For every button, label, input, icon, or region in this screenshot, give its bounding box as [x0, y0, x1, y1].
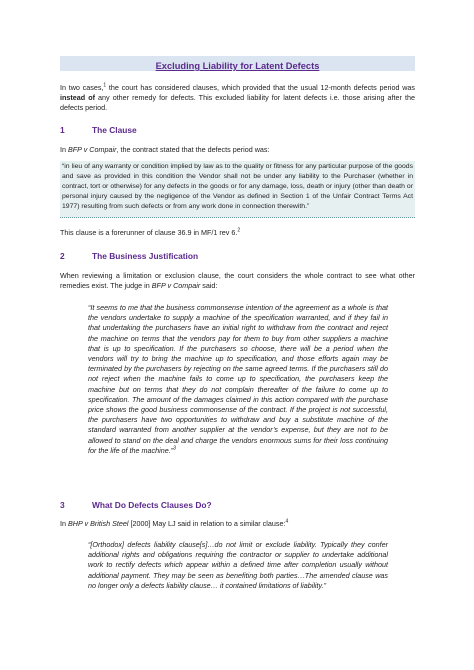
section-2-heading	[60, 251, 198, 261]
clause-quote-box	[60, 161, 415, 218]
intro-paragraph	[60, 83, 415, 114]
section-1-title: The Clause	[92, 125, 137, 135]
section-3-title: What Do Defects Clauses Do?	[92, 500, 212, 510]
intro-text-2: the court has considered clauses, which provided that the usual 12-month defects period was	[106, 83, 415, 92]
section-3-lead-pre: In	[60, 519, 68, 528]
note-text: This clause is a forerunner of clause 36.9 in MF/1 rev 6.	[60, 228, 238, 237]
footnote-marker-1: 1	[103, 82, 107, 89]
intro-bold: instead of	[60, 93, 95, 103]
section-1-heading	[60, 125, 137, 135]
intro-text-3: any other remedy for defects. This excluded liability for latent defects i.e. those arising after the defects period.	[60, 93, 415, 113]
title-bar	[60, 56, 415, 71]
section-1-number: 1	[60, 125, 65, 135]
section-1-lead	[60, 145, 415, 155]
footnote-marker-2: 2	[237, 227, 241, 234]
judgment-quote	[88, 303, 388, 456]
footnote-marker-4: 4	[285, 518, 289, 525]
clause-quote-text: “in lieu of any warranty or condition implied by law as to the quality or fitness for any particular purpose of the goods and save as provided in this condition the Vendor shall not be under any liability to the Purchaser (whether in contract, tort or otherwise) for any defects in the goods or for any damage, loss, death or injury (other than death or personal injury caused by the negligence of the Vendor as defined in Section 1 of the Unfair Contract Terms Act 1977) resulting from such defects or from any work done in connection therewith.”	[62, 163, 413, 211]
section-2-lead	[60, 271, 415, 291]
footnote-marker-3: 3	[173, 445, 176, 452]
section-1-lead-post: , the contract stated that the defects period was:	[116, 145, 270, 154]
section-2-lead-post: said:	[200, 281, 218, 291]
section-3-lead	[60, 519, 415, 529]
case-name: BFP v Compair	[151, 281, 201, 291]
intro-text-1: In two cases,	[60, 83, 104, 92]
section-2-lead-text: When reviewing a limitation or exclusion clause, the court considers the whole contract to see what other remedies exist. The judge in	[60, 271, 415, 291]
section-3-lead-post: [2000] May LJ said in relation to a similar clause:	[128, 519, 286, 528]
may-lj-quote: “[Orthodox] defects liability clause[s]…do not limit or exclude liability. Typically they confer additional rights and obligations requiring the contractor or supplier to undertake additional work to rectify defects which appear within a defined time after completion usually without additional payment. They may be seen as benefiting both parties…The amended clause was no longer only a defects liability clause… it contained limitations of liability.”	[88, 540, 388, 590]
section-3-heading	[60, 500, 212, 510]
section-1-note	[60, 228, 415, 238]
section-2-title: The Business Justification	[92, 251, 199, 261]
section-3-number: 3	[60, 500, 65, 510]
case-name: BHP v British Steel	[68, 519, 129, 528]
section-2-number: 2	[60, 251, 65, 261]
page-title: Excluding Liability for Latent Defects	[155, 61, 320, 71]
section-1-lead-pre: In	[60, 145, 68, 154]
judgment-quote-text: “It seems to me that the business commonsense intention of the agreement as a whole is that the vendors undertake to supply a machine of the specification warranted, and if they fail in that undertaking the purchasers have an initial right to withdraw from the contract and reject the machine on terms that the vendors pay for them to buy from other suppliers a machine that is up to specification. If the purchasers so choose, there will be a period when the vendors will try to bring the machine up to specification, and those efforts again may be terminated by the purchasers by rejecting on the same agreed terms. If the purchasers still do not reject when the machine fails to come up to specification, the purchasers keep the machine but on terms that they do not complain thereafter of the failure to come up to specification. The amount of the damages claimed in this action compared with the purchase price shows the good business commonsense of the contract. If the project is not successful, the purchasers have two opportunities to withdraw and buy a substitute machine of the standard warranted from another supplier at the vendor’s expense, but they are not to be allowed to stand on the deal and charge the vendors enormous sums for their loss continuing for the life of the machine.”	[88, 303, 388, 455]
case-name: BFP v Compair	[68, 145, 117, 154]
